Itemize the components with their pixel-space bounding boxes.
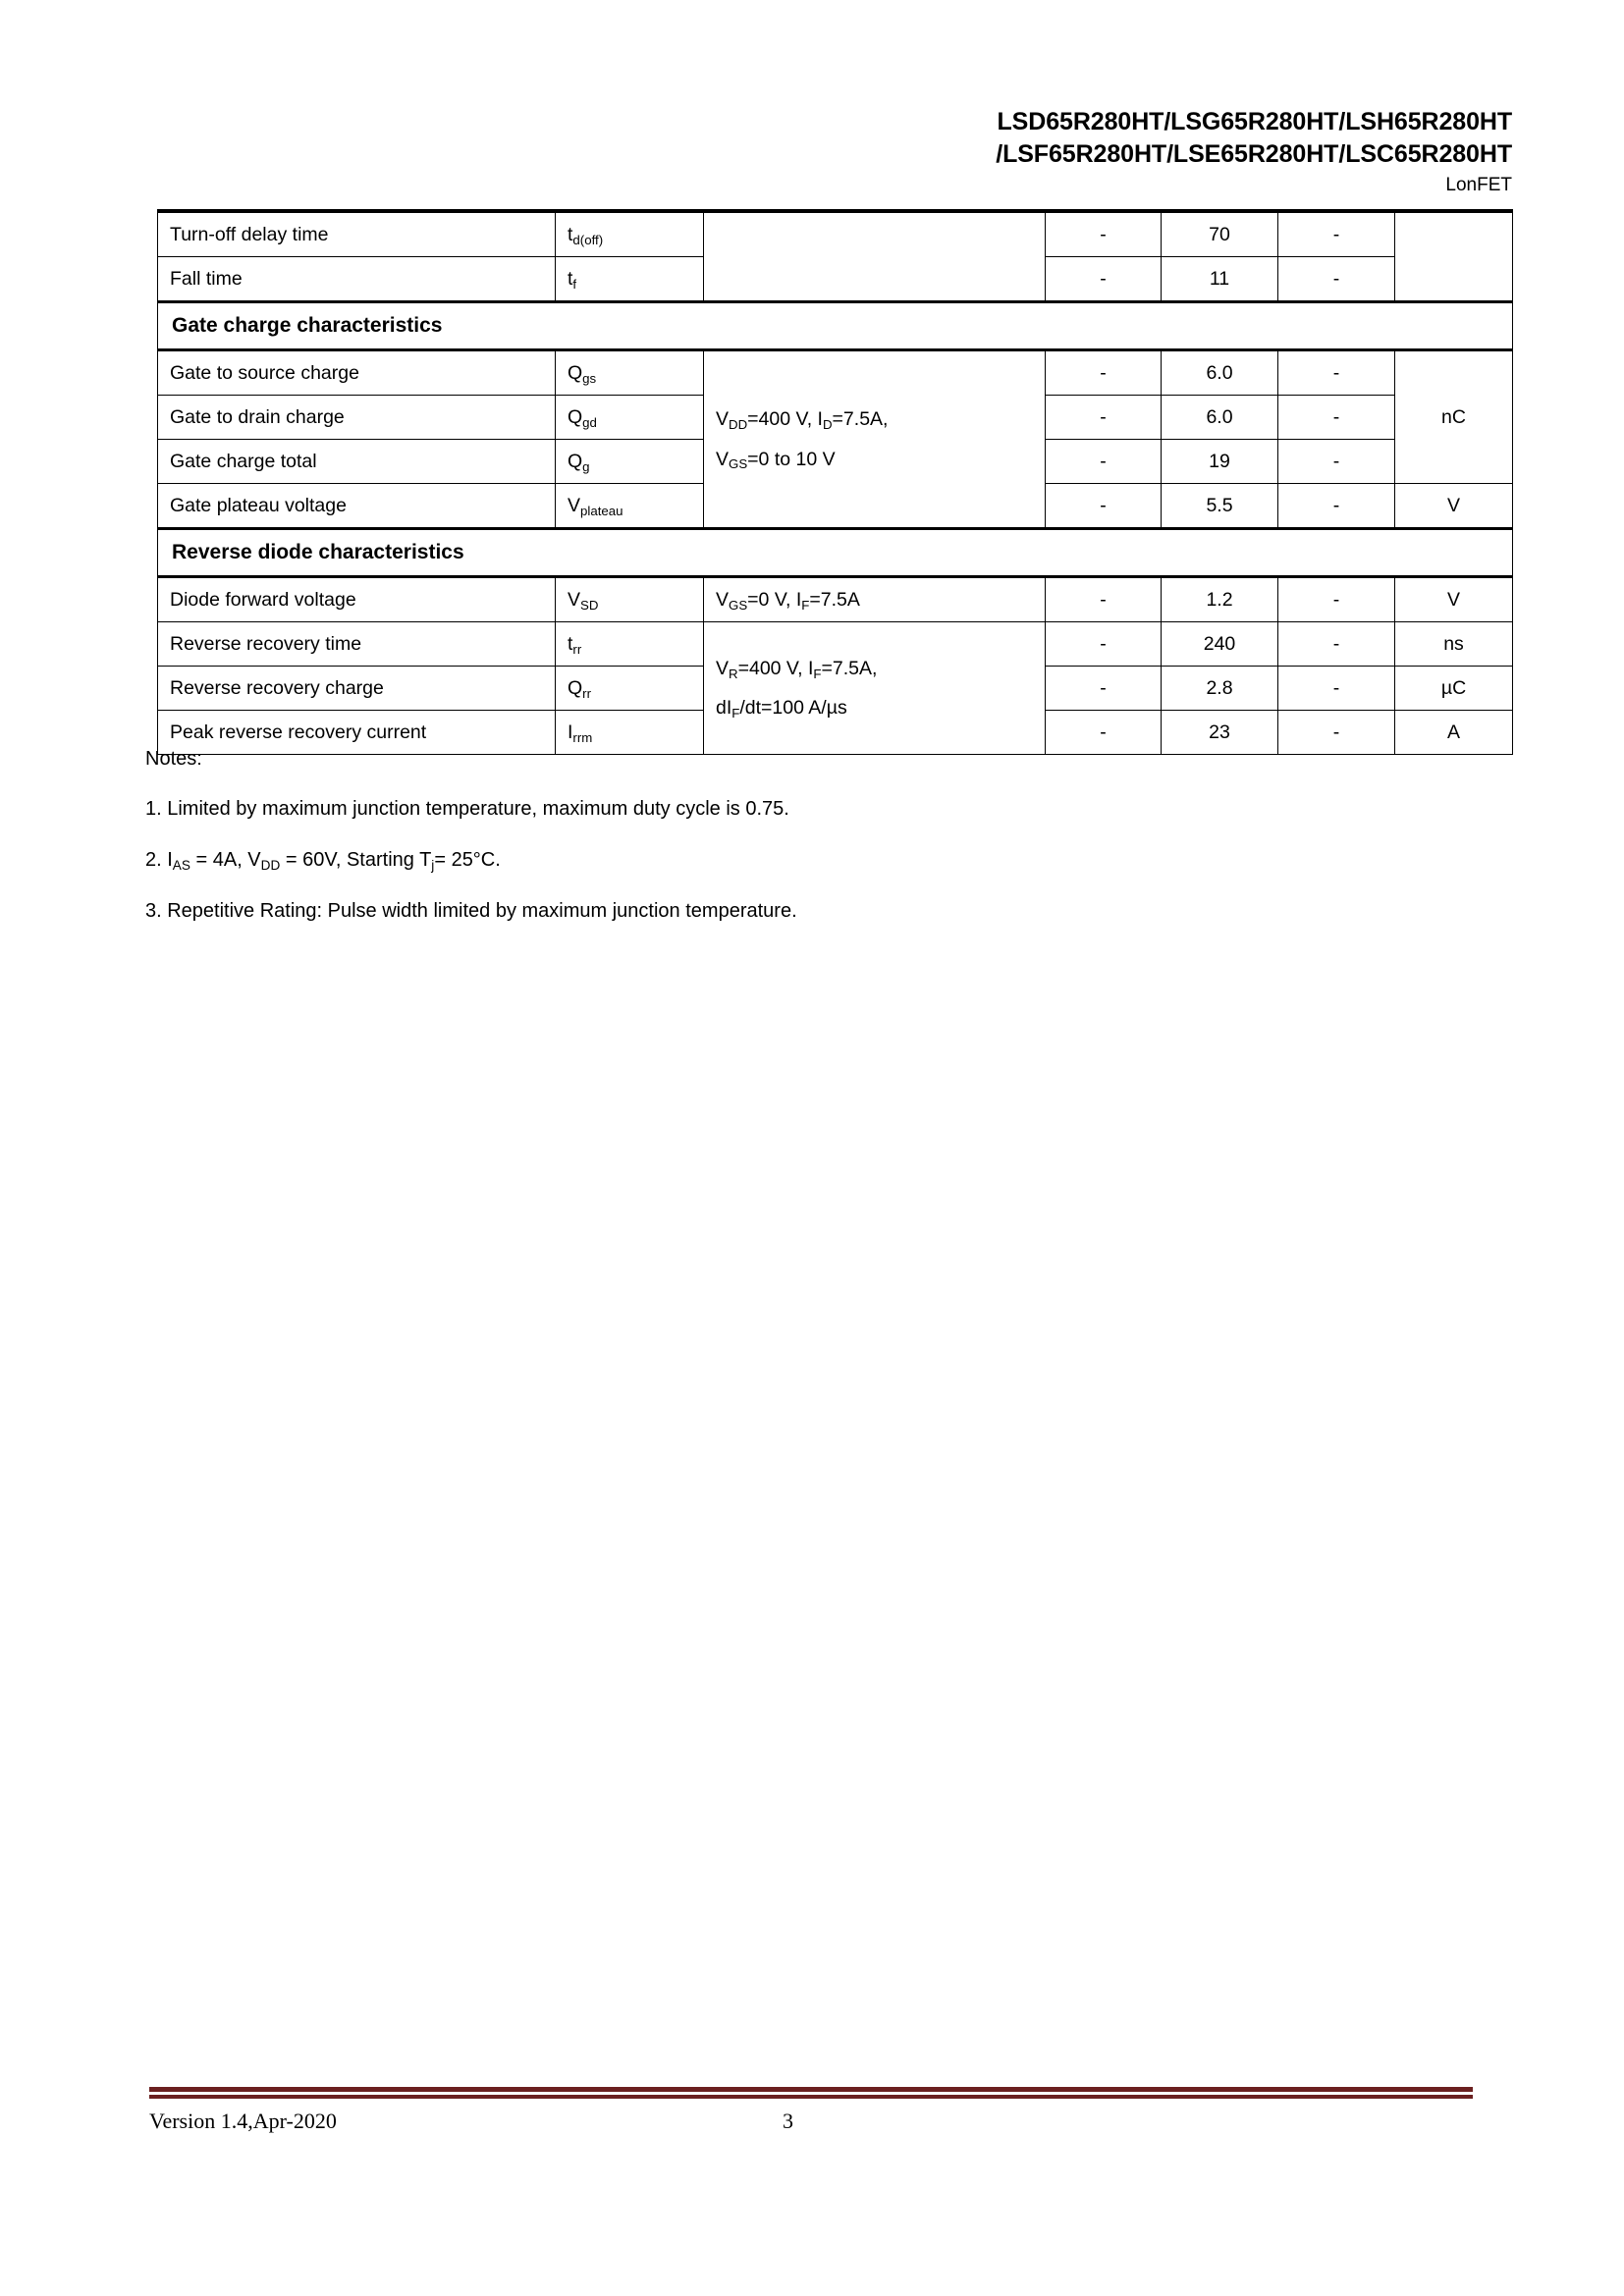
specification-table	[157, 209, 1513, 755]
param-name: Gate charge total	[158, 440, 556, 484]
notes-section	[145, 748, 1422, 949]
param-name: Turn-off delay time	[158, 211, 556, 257]
value-typ: 5.5	[1162, 484, 1278, 529]
value-max: -	[1278, 667, 1395, 711]
value-typ: 6.0	[1162, 350, 1278, 396]
unit-cell: A	[1395, 711, 1513, 755]
value-typ: 240	[1162, 622, 1278, 667]
unit-gate-charge: nC	[1395, 350, 1513, 484]
value-typ: 6.0	[1162, 396, 1278, 440]
param-symbol: $Q_{gd}$	[556, 396, 704, 440]
unit-cell: µC	[1395, 667, 1513, 711]
param-name: Peak reverse recovery current	[158, 711, 556, 755]
value-max: -	[1278, 711, 1395, 755]
unit-cell: ns	[1395, 622, 1513, 667]
value-min: -	[1046, 667, 1162, 711]
value-max: -	[1278, 622, 1395, 667]
param-symbol: $t_{d(off)}$	[556, 211, 704, 257]
condition-line-1: $V_R=400$ V, $I_F=7.5A$,	[716, 657, 878, 681]
value-min: -	[1046, 440, 1162, 484]
param-symbol: $Q_{gs}$	[556, 350, 704, 396]
condition-line-1: $V_{GS}=0$ V, $I_F=7.5A$	[716, 588, 860, 613]
param-name: Reverse recovery charge	[158, 667, 556, 711]
version-label: Version 1.4,Apr-2020	[149, 2109, 337, 2133]
value-typ: 1.2	[1162, 577, 1278, 622]
table-row	[158, 211, 1513, 257]
section-header-row	[158, 529, 1513, 577]
value-max: -	[1278, 484, 1395, 529]
notes-title: Notes:	[145, 748, 202, 770]
value-typ: 23	[1162, 711, 1278, 755]
value-typ: 2.8	[1162, 667, 1278, 711]
page-header	[157, 106, 1512, 197]
param-symbol: $I_{rrm}$	[556, 711, 704, 755]
param-name: Gate to drain charge	[158, 396, 556, 440]
value-max: -	[1278, 257, 1395, 302]
value-min: -	[1046, 257, 1162, 302]
part-number-line-1: LSD65R280HT/LSG65R280HT/LSH65R280HT	[997, 108, 1512, 135]
value-min: -	[1046, 211, 1162, 257]
param-symbol: $t_{rr}$	[556, 622, 704, 667]
unit-cell-empty	[1395, 211, 1513, 257]
param-name: Fall time	[158, 257, 556, 302]
value-max: -	[1278, 350, 1395, 396]
table-row	[158, 577, 1513, 622]
value-typ: 19	[1162, 440, 1278, 484]
value-min: -	[1046, 622, 1162, 667]
note-2: 2. $I_{AS} = 4A$, $V_{DD} = 60V$, Starting $T_j= 25^\circ C$.	[145, 849, 501, 874]
condition-line-2: $dI_F/dt=100$ A/µs	[716, 697, 847, 721]
param-symbol: $V_{SD}$	[556, 577, 704, 622]
unit-cell: V	[1395, 577, 1513, 622]
value-min: -	[1046, 577, 1162, 622]
note-1: 1. Limited by maximum junction temperature, maximum duty cycle is 0.75.	[145, 798, 789, 820]
table-row	[158, 257, 1513, 302]
condition-diode-forward	[704, 577, 1046, 622]
value-typ: 70	[1162, 211, 1278, 257]
condition-reverse-recovery	[704, 622, 1046, 755]
param-name: Diode forward voltage	[158, 577, 556, 622]
value-typ: 11	[1162, 257, 1278, 302]
unit-cell-empty	[1395, 257, 1513, 302]
brand-label: LonFET	[1445, 175, 1512, 195]
value-min: -	[1046, 711, 1162, 755]
param-symbol: $t_f$	[556, 257, 704, 302]
unit-cell: V	[1395, 484, 1513, 529]
table-row	[158, 622, 1513, 667]
param-symbol: $Q_{rr}$	[556, 667, 704, 711]
param-name: Reverse recovery time	[158, 622, 556, 667]
section-title-gate-charge: Gate charge characteristics	[158, 302, 1513, 350]
param-symbol: $Q_g$	[556, 440, 704, 484]
footer-divider	[149, 2087, 1473, 2099]
note-3: 3. Repetitive Rating: Pulse width limited by maximum junction temperature.	[145, 900, 797, 922]
value-min: -	[1046, 484, 1162, 529]
value-max: -	[1278, 440, 1395, 484]
param-symbol: $V_{plateau}$	[556, 484, 704, 529]
value-max: -	[1278, 396, 1395, 440]
section-title-reverse-diode: Reverse diode characteristics	[158, 529, 1513, 577]
table-row	[158, 350, 1513, 396]
value-min: -	[1046, 396, 1162, 440]
condition-cell-empty	[704, 211, 1046, 257]
param-name: Gate plateau voltage	[158, 484, 556, 529]
value-min: -	[1046, 350, 1162, 396]
condition-line-2: $V_{GS}=0$ to 10 V	[716, 448, 836, 472]
part-number-line-2: /LSF65R280HT/LSE65R280HT/LSC65R280HT	[996, 140, 1512, 168]
value-max: -	[1278, 577, 1395, 622]
condition-line-1: $V_{DD}=400$ V, $I_D=7.5A$,	[716, 408, 889, 433]
param-name: Gate to source charge	[158, 350, 556, 396]
condition-cell-empty	[704, 257, 1046, 302]
section-header-row	[158, 302, 1513, 350]
condition-gate-charge	[704, 350, 1046, 529]
page-number: 3	[783, 2109, 793, 2133]
value-max: -	[1278, 211, 1395, 257]
